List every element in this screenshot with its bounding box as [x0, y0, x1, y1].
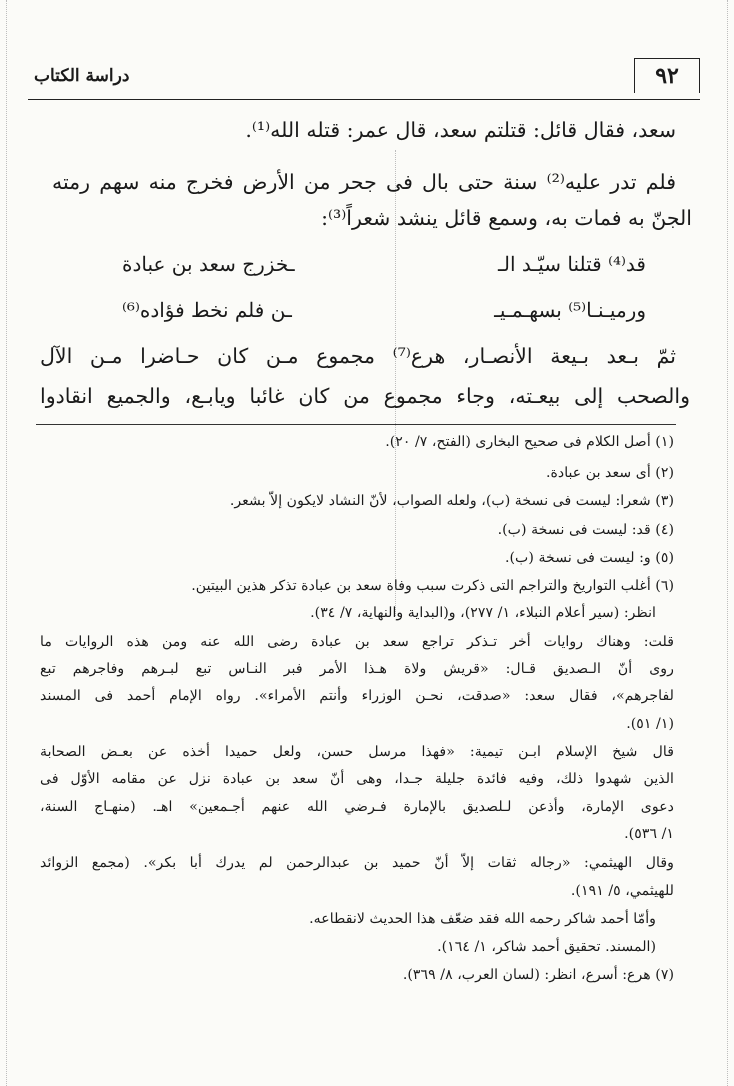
footnote: دعوى الإمارة، وأذعن لـلصديق بالإمارة فـرضي الله عنهم أجـمعين» اهـ. (منهـاج السنة،: [40, 799, 674, 815]
footnote: (٥) و: ليست فى نسخة (ب).: [505, 550, 674, 566]
footnote: للهيثمي، ٥/ ١٩١).: [570, 883, 674, 899]
verse-1-first-hemistich: قد⁽⁴⁾ قتلنا سيّـد الـ: [497, 252, 646, 276]
footnote: وأمّا أحمد شاكر رحمه الله فقد ضعّف هذا الحديث لانقطاعه.: [309, 911, 656, 927]
footnote: قلت: وهناك روايات أخر تـذكر تراجع سعد بن عبادة رضى الله عنه ومن هذه الروايات ما: [40, 634, 674, 650]
footnote: ١/ ٥٣٦).: [624, 826, 674, 842]
footnote: روى أنّ الـصديق قـال: «قريش ولاة هـذا الأمر فبر النـاس تبع لبـرهم وفاجرهم تبع: [40, 661, 674, 677]
footnote: (٤) قد: ليست فى نسخة (ب).: [497, 522, 674, 538]
footnote: (١/ ٥١).: [626, 716, 674, 732]
body-line: الجنّ به فمات به، وسمع قائل ينشد شعراً⁽³⁾:: [321, 206, 692, 230]
body-line: ثمّ بـعد بـيعة الأنصـار، هرع⁽⁷⁾ مجموع مـن كان حـاضرا مـن الآل: [40, 344, 676, 368]
verse-2-second-hemistich: ـن فلم نخط فؤاده⁽⁶⁾: [122, 298, 292, 322]
footnote: الذين شهدوا ذلك، وفيه فائدة جليلة جـدا، وهى أنّ سعد بن عبادة نزل عن مقامه الأوّل فى: [40, 771, 674, 787]
footnote: (٧) هرع: أسرع، انظر: (لسان العرب، ٨/ ٣٦٩).: [402, 967, 674, 983]
footnote: انظر: (سير أعلام النبلاء، ١/ ٢٧٧)، و(البداية والنهاية، ٧/ ٣٤).: [310, 605, 656, 621]
footnote: وقال الهيثمي: «رجاله ثقات إلاّ أنّ حميد بن عبدالرحمن لم يدرك أبا بكر». (مجمع الزوائد: [40, 855, 674, 871]
body-line: سعد، فقال قائل: قتلتم سعد، قال عمر: قتله الله⁽¹⁾.: [245, 118, 676, 142]
scan-dotted-line: [6, 0, 7, 1086]
footnote: قال شيخ الإسلام ابـن تيمية: «فهذا مرسل حسن، ولعل حميدا أخذه عن بعـض الصحابة: [40, 744, 674, 760]
footnote: لفاجرهم»، فقال سعد: «صدقت، نحـن الوزراء وأنتم الأمراء». رواه الإمام أحمد فى المسند: [40, 688, 674, 704]
main-text: [40, 0, 692, 420]
running-title: دراسة الكتاب: [34, 66, 130, 86]
footnote: (٢) أى سعد بن عبادة.: [545, 465, 674, 481]
footnote-separator: [36, 424, 676, 425]
scan-dotted-line: [727, 0, 728, 1086]
footnote: (٣) شعرا: ليست فى نسخة (ب)، ولعله الصواب، لأنّ النشاد لايكون إلاّ بشعر.: [229, 493, 674, 509]
footnote: (المسند. تحقيق أحمد شاكر، ١/ ١٦٤).: [437, 939, 656, 955]
body-line: والصحب إلى بيعـته، وجاء مجموع من كان غائبا ويابـع، والجميع انقادوا: [40, 384, 690, 408]
page-number: ٩٢: [655, 63, 679, 89]
verse-1-second-hemistich: ـخزرج سعد بن عبادة: [122, 252, 295, 276]
verse-2-first-hemistich: ورميـنـا⁽⁵⁾ بسهـمـيـ: [494, 298, 646, 322]
footnote: (٦) أغلب التواريخ والتراجم التى ذكرت سبب وفاة سعد بن عبادة تذكر هذين البيتين.: [191, 578, 674, 594]
body-line: فلم تدر عليه⁽²⁾ سنة حتى بال فى جحر من الأرض فخرج منه سهم رمته: [52, 170, 676, 194]
footnote: (١) أصل الكلام فى صحيح البخارى (الفتح، ٧/ ٢٠).: [385, 434, 674, 450]
